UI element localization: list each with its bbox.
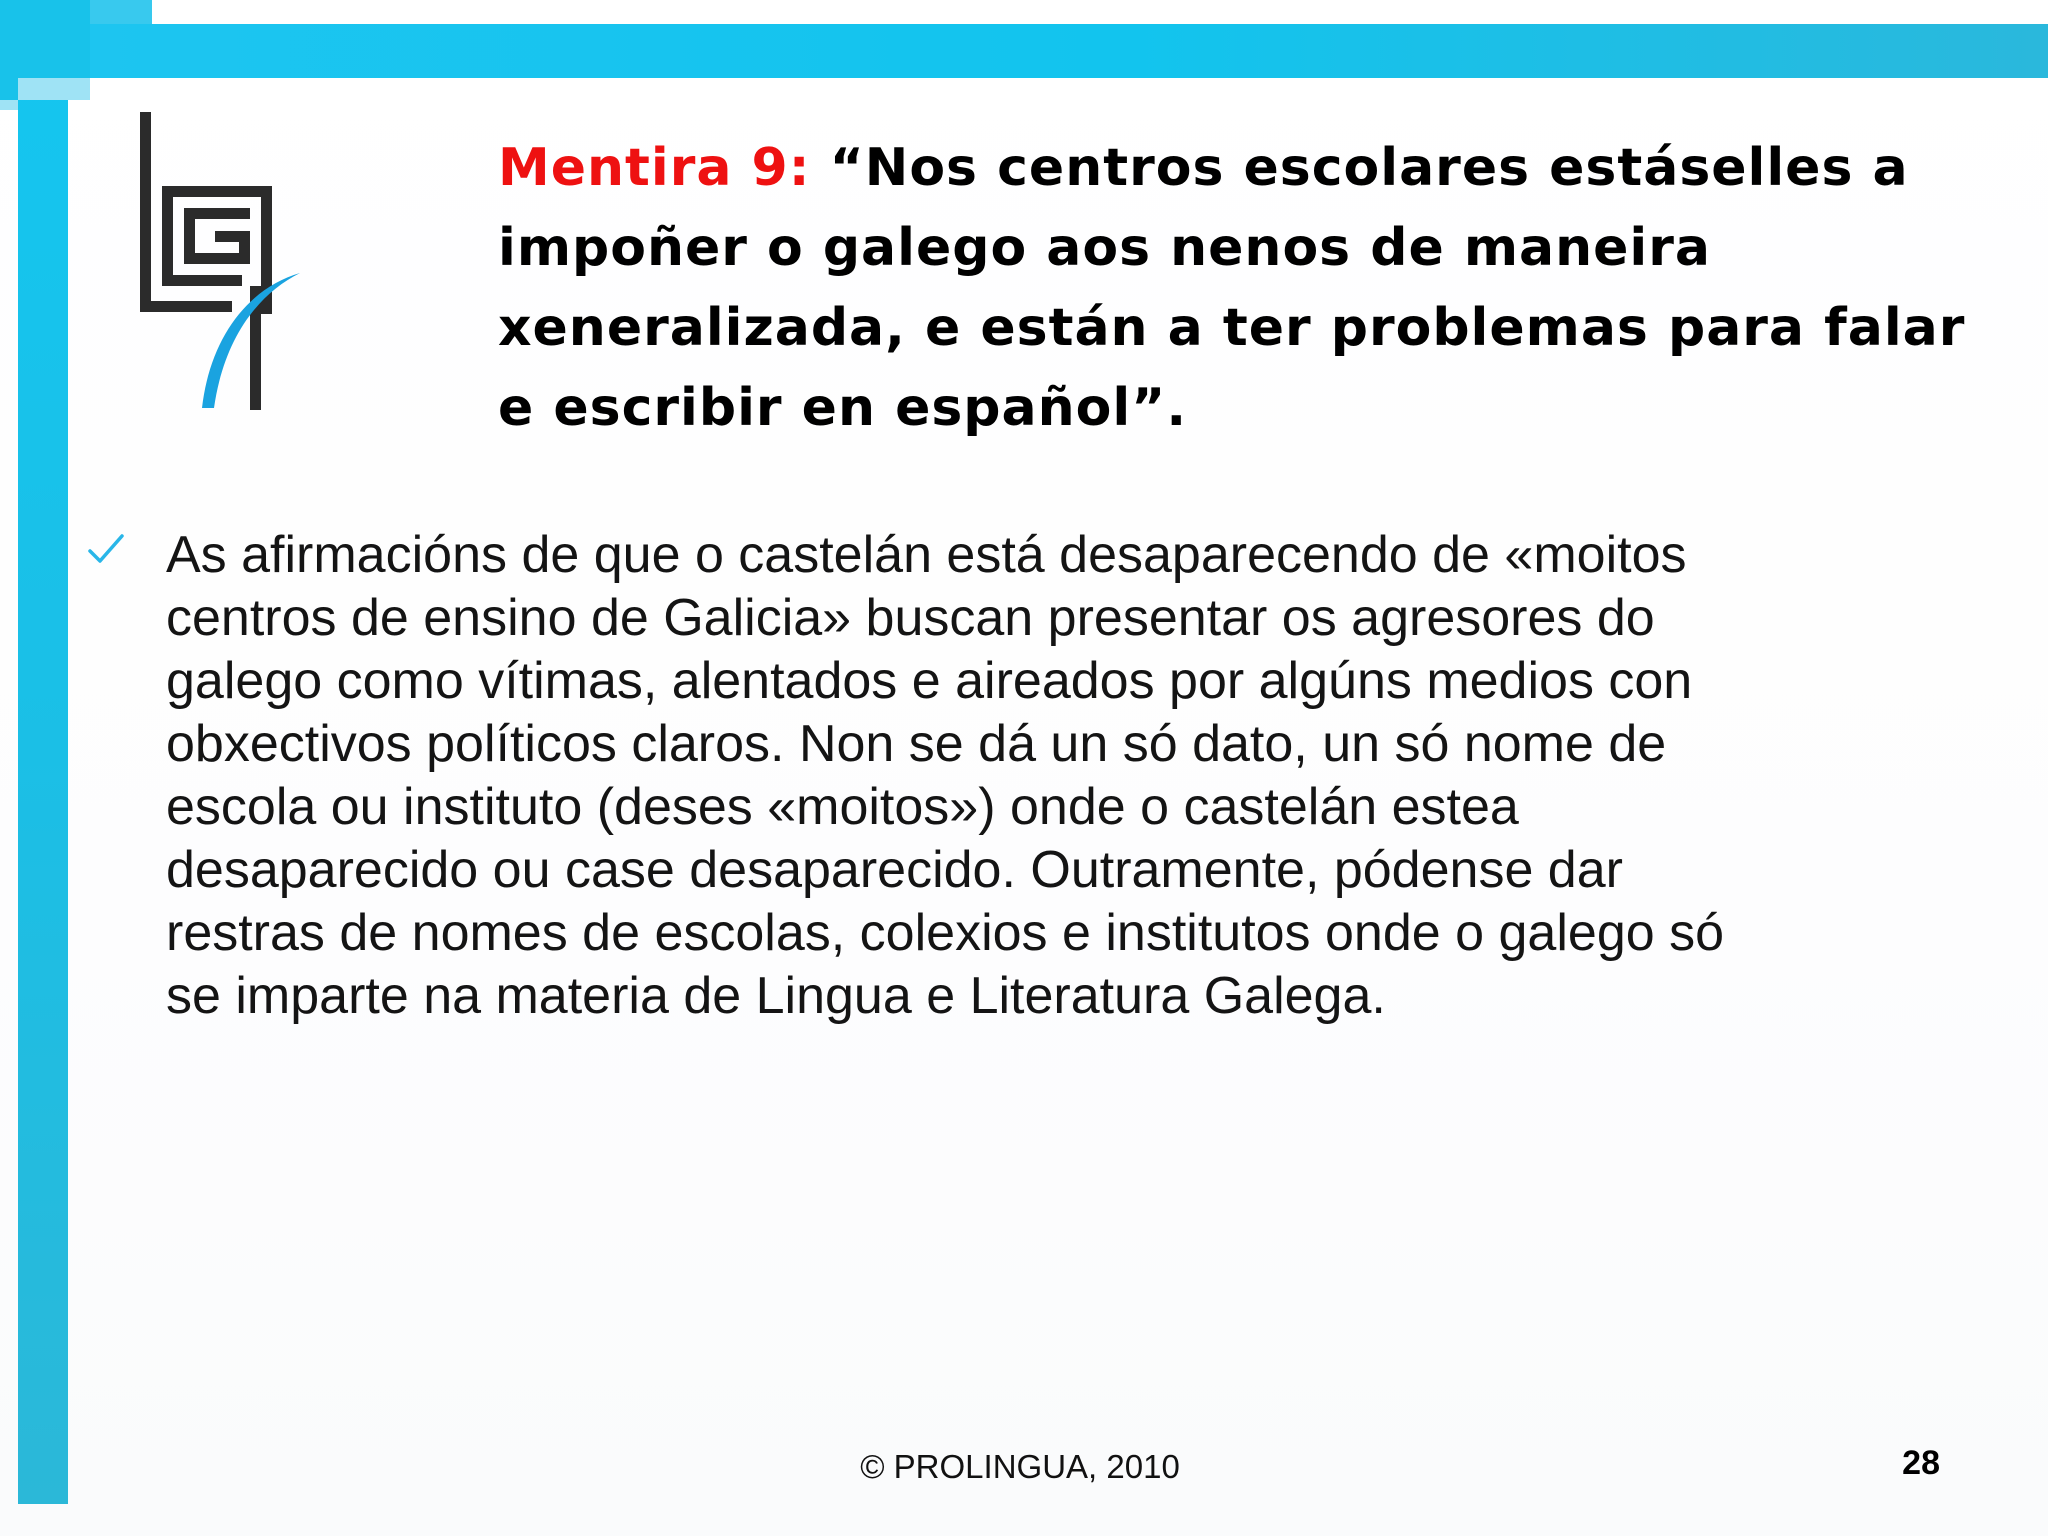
corner-block-light-small — [0, 100, 18, 110]
page-number: 28 — [1902, 1444, 1940, 1482]
checkmark-icon — [86, 530, 126, 570]
corner-block-small — [90, 0, 152, 24]
slide-title — [498, 128, 1978, 448]
prolingua-logo — [130, 108, 310, 418]
top-frame-bar — [0, 24, 2048, 78]
left-frame-bar — [18, 0, 68, 1504]
lie-label: Mentira 9: — [498, 138, 811, 198]
corner-block-light — [18, 78, 90, 100]
footer-copyright: © PROLINGUA, 2010 — [860, 1448, 1180, 1485]
title-quote: “Nos centros escolares estáselles a impoñer o galego aos nenos de maneira xeneralizada, e están a ter problemas para falar e escribir en español”. — [498, 138, 1966, 438]
bullet-text: As afirmacións de que o castelán está desaparecendo de «moitos centros de ensino de Galicia» buscan presentar os agresores do galego como vítimas, alentados e aireados por algúns medios con obxectivos políticos claros. Non se dá un só dato, un só nome de escola ou instituto (deses «moitos») onde o castelán estea desaparecido ou case desaparecido. Outramente, pódense dar restras de nomes de escolas, colexios e institutos onde o galego só se imparte na materia de Lingua e Literatura Galega. — [166, 526, 1725, 1025]
